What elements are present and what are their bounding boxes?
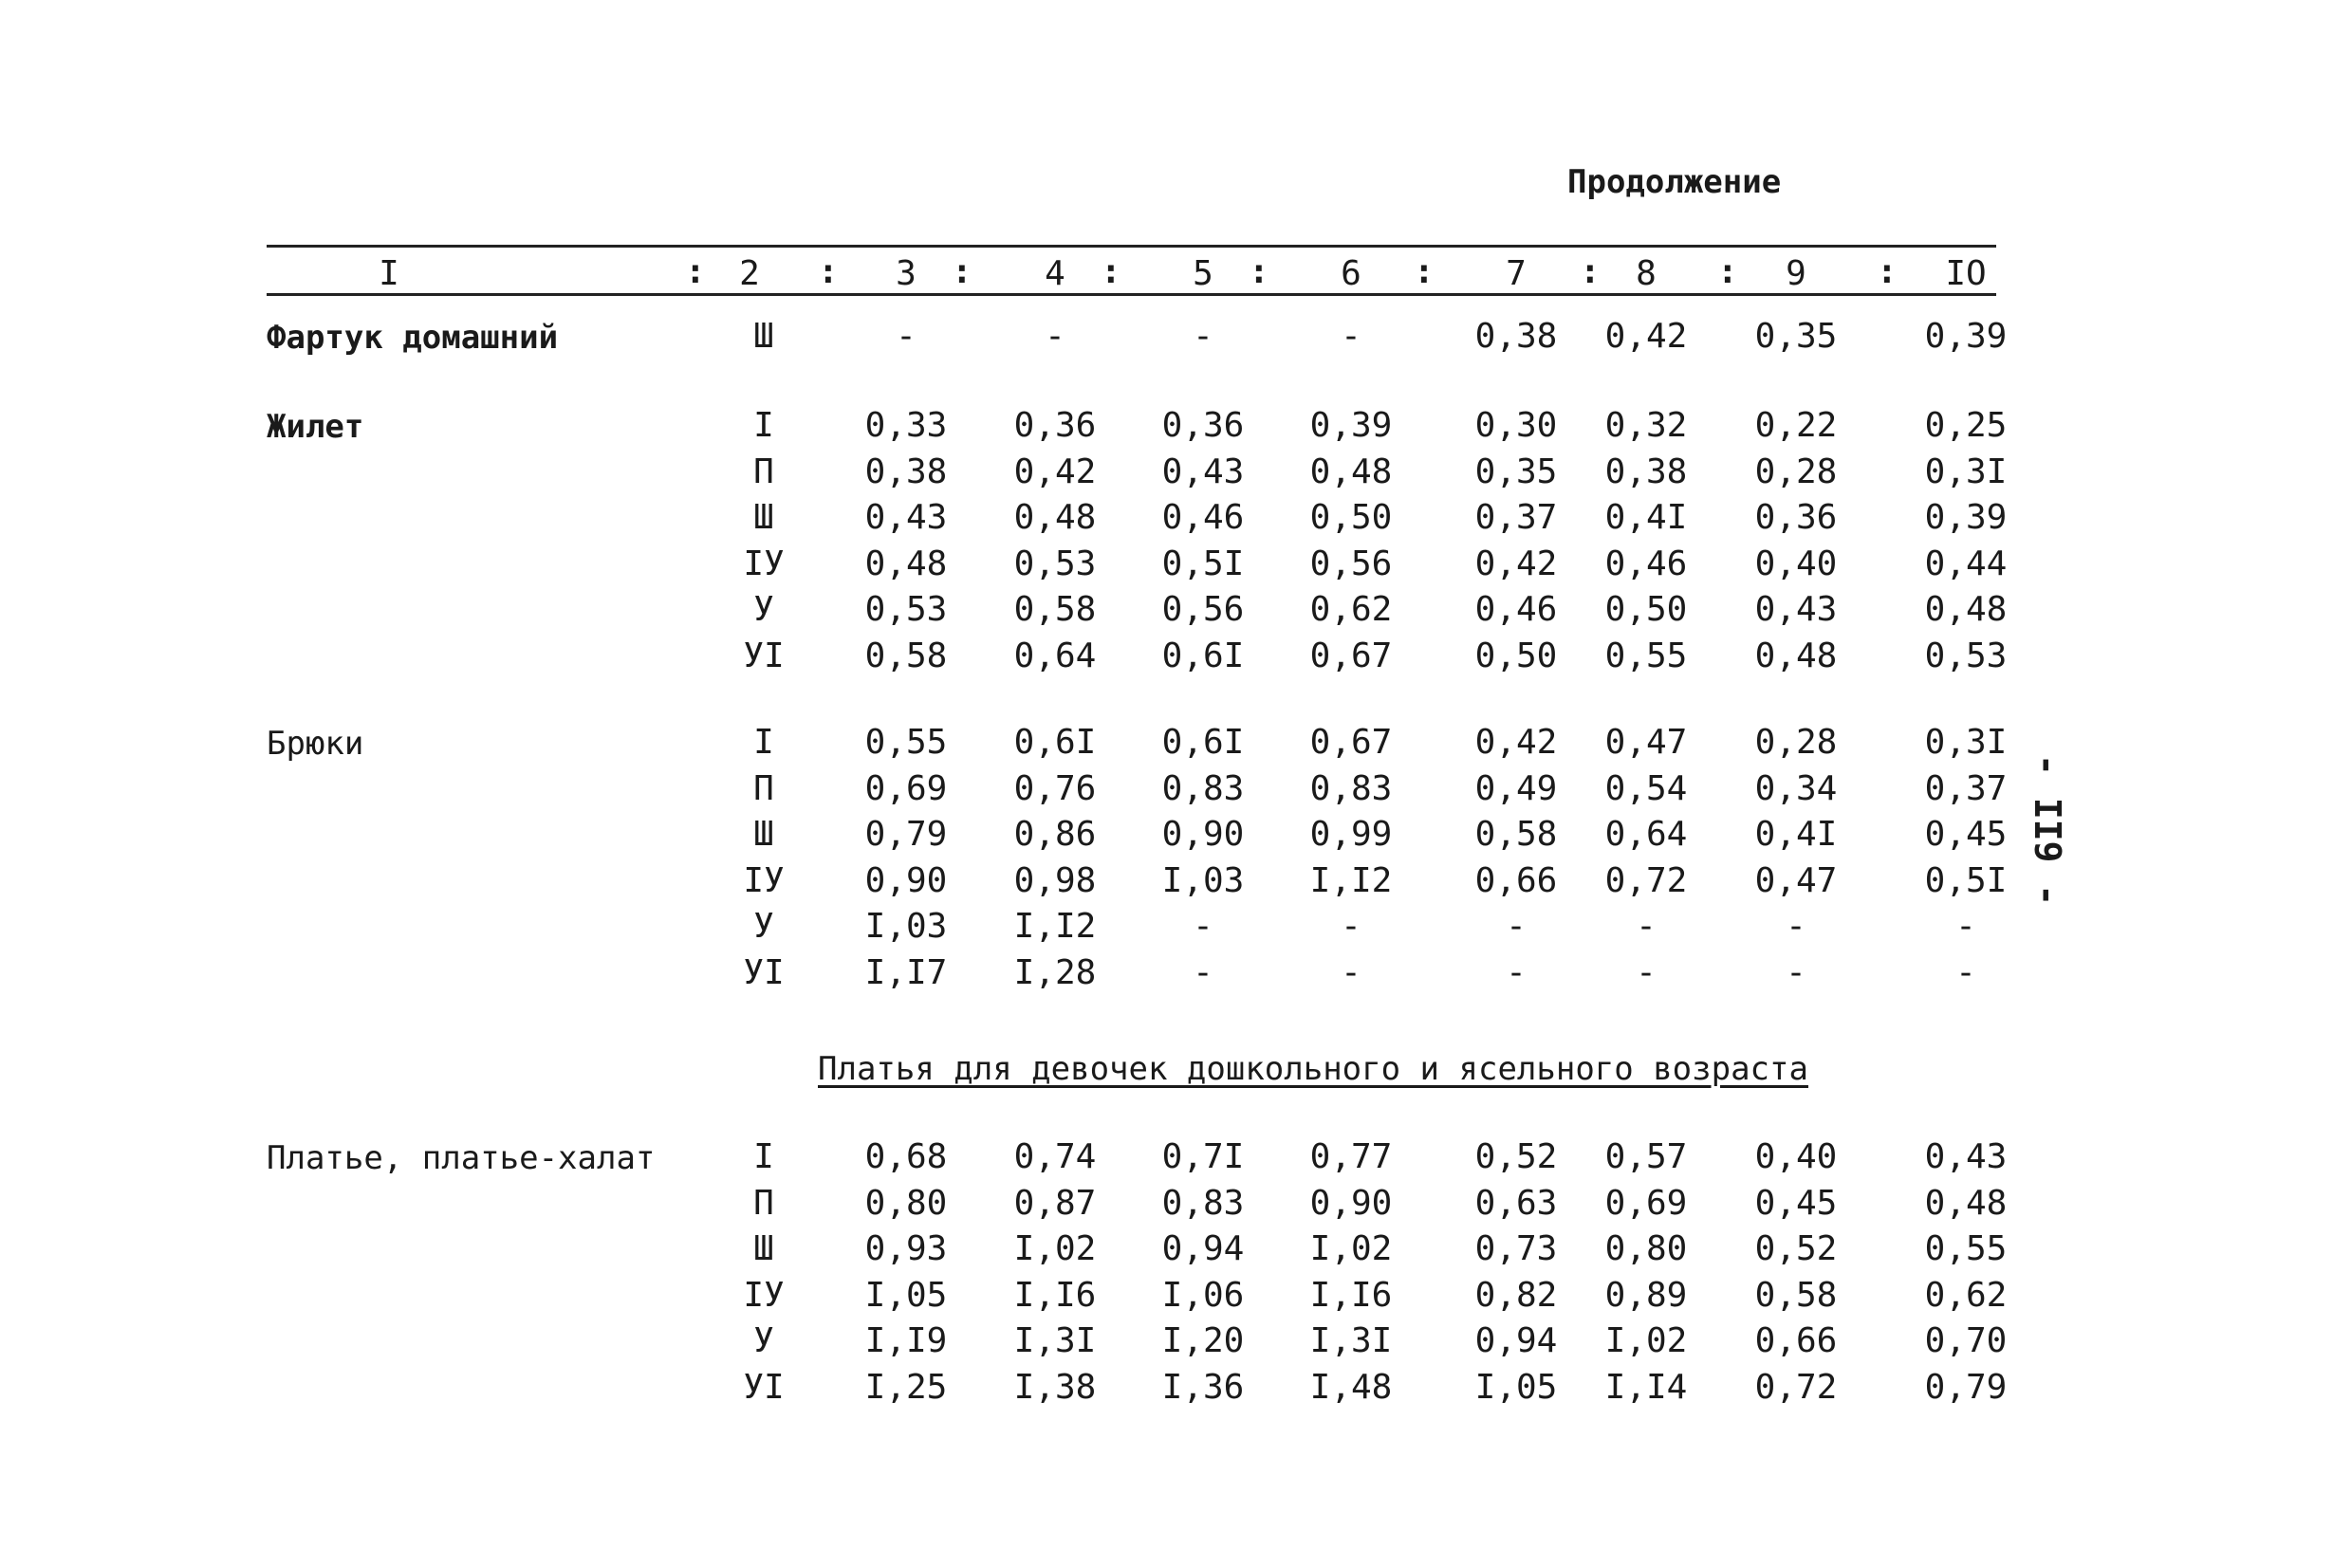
value-cell: - — [1506, 907, 1527, 946]
value-cell: 0,38 — [1604, 452, 1688, 491]
item-name: Платье, платье-халат — [267, 1139, 656, 1177]
value-cell: 0,83 — [1161, 768, 1245, 808]
value-cell: 0,77 — [1309, 1137, 1393, 1176]
value-cell: 0,48 — [864, 544, 948, 583]
value-cell: I,I4 — [1604, 1367, 1688, 1407]
value-cell: 0,64 — [1013, 636, 1097, 675]
value-cell: 0,82 — [1474, 1275, 1558, 1315]
size-group-cell: У — [753, 907, 774, 946]
value-cell: I,I2 — [1013, 907, 1097, 946]
value-cell: I,I6 — [1309, 1275, 1393, 1315]
value-cell: 0,53 — [1924, 636, 2008, 675]
value-cell: - — [1341, 907, 1361, 946]
value-cell: 0,39 — [1924, 498, 2008, 537]
value-cell: 0,5I — [1161, 544, 1245, 583]
value-cell: - — [896, 317, 917, 356]
value-cell: 0,70 — [1924, 1321, 2008, 1360]
size-group-cell: Ш — [753, 317, 774, 356]
value-cell: 0,64 — [1604, 815, 1688, 854]
table-row — [0, 638, 2352, 684]
value-cell: 0,67 — [1309, 723, 1393, 762]
value-cell: I,48 — [1309, 1367, 1393, 1407]
column-separator: : — [1101, 252, 1121, 291]
value-cell: I,3I — [1013, 1321, 1097, 1360]
table-row — [0, 860, 2352, 909]
value-cell: 0,94 — [1161, 1229, 1245, 1268]
size-group-cell: УI — [743, 1367, 785, 1407]
value-cell: 0,55 — [1604, 636, 1688, 675]
value-cell: 0,98 — [1013, 860, 1097, 900]
column-header-1: I — [379, 254, 399, 293]
value-cell: 0,66 — [1754, 1321, 1838, 1360]
value-cell: 0,79 — [1924, 1367, 2008, 1407]
column-header-10: IO — [1945, 254, 1987, 293]
value-cell: 0,74 — [1013, 1137, 1097, 1176]
header-top-rule — [267, 245, 1996, 248]
table-row — [0, 592, 2352, 637]
column-separator: : — [952, 252, 972, 291]
value-cell: 0,39 — [1309, 406, 1393, 445]
value-cell: - — [1636, 952, 1657, 992]
value-cell: 0,80 — [864, 1183, 948, 1223]
value-cell: 0,83 — [1161, 1183, 1245, 1223]
value-cell: I,06 — [1161, 1275, 1245, 1315]
value-cell: 0,49 — [1474, 768, 1558, 808]
size-group-cell: П — [753, 452, 774, 491]
column-separator: : — [685, 252, 706, 291]
value-cell: 0,66 — [1474, 860, 1558, 900]
page-number: - II9 - — [2027, 754, 2068, 907]
size-group-cell: I — [753, 406, 774, 445]
value-cell: - — [1045, 317, 1065, 356]
value-cell: - — [1341, 952, 1361, 992]
column-header-2: 2 — [739, 254, 760, 293]
item-name: Фартук домашний — [267, 319, 559, 357]
value-cell: - — [1636, 907, 1657, 946]
value-cell: 0,46 — [1474, 590, 1558, 629]
value-cell: 0,7I — [1161, 1137, 1245, 1176]
value-cell: I,28 — [1013, 952, 1097, 992]
value-cell: 0,42 — [1474, 723, 1558, 762]
value-cell: 0,50 — [1604, 590, 1688, 629]
item-name: Брюки — [267, 725, 364, 763]
value-cell: 0,94 — [1474, 1321, 1558, 1360]
value-cell: 0,44 — [1924, 544, 2008, 583]
value-cell: 0,90 — [864, 860, 948, 900]
value-cell: 0,47 — [1604, 723, 1688, 762]
value-cell: 0,37 — [1924, 768, 2008, 808]
value-cell: 0,28 — [1754, 723, 1838, 762]
value-cell: 0,86 — [1013, 815, 1097, 854]
value-cell: 0,43 — [1754, 590, 1838, 629]
value-cell: 0,99 — [1309, 815, 1393, 854]
value-cell: 0,62 — [1924, 1275, 2008, 1315]
value-cell: 0,52 — [1474, 1137, 1558, 1176]
value-cell: 0,35 — [1474, 452, 1558, 491]
value-cell: 0,48 — [1924, 590, 2008, 629]
value-cell: I,03 — [1161, 860, 1245, 900]
value-cell: 0,73 — [1474, 1229, 1558, 1268]
value-cell: I,38 — [1013, 1367, 1097, 1407]
size-group-cell: УI — [743, 952, 785, 992]
table-row — [0, 500, 2352, 545]
table-row — [0, 454, 2352, 500]
value-cell: 0,38 — [864, 452, 948, 491]
value-cell: I,02 — [1013, 1229, 1097, 1268]
table-row — [0, 909, 2352, 954]
value-cell: 0,69 — [1604, 1183, 1688, 1223]
value-cell: 0,80 — [1604, 1229, 1688, 1268]
value-cell: - — [1341, 317, 1361, 356]
value-cell: - — [1786, 952, 1806, 992]
section-title: Платья для девочек дошкольного и ясельного возраста — [818, 1050, 1808, 1088]
value-cell: - — [1955, 907, 1976, 946]
value-cell: 0,69 — [864, 768, 948, 808]
table-row — [0, 725, 2352, 770]
value-cell: 0,48 — [1924, 1183, 2008, 1223]
value-cell: - — [1786, 907, 1806, 946]
value-cell: - — [1193, 317, 1213, 356]
value-cell: 0,53 — [864, 590, 948, 629]
value-cell: - — [1193, 952, 1213, 992]
value-cell: 0,62 — [1309, 590, 1393, 629]
table-row — [0, 768, 2352, 817]
table-row — [0, 408, 2352, 453]
value-cell: I,25 — [864, 1367, 948, 1407]
value-cell: 0,28 — [1754, 452, 1838, 491]
value-cell: 0,43 — [1924, 1137, 2008, 1176]
item-name: Жилет — [267, 408, 364, 446]
size-group-cell: У — [753, 1321, 774, 1360]
value-cell: I,I6 — [1013, 1275, 1097, 1315]
value-cell: 0,72 — [1604, 860, 1688, 900]
value-cell: 0,43 — [1161, 452, 1245, 491]
value-cell: I,I2 — [1309, 860, 1393, 900]
value-cell: 0,36 — [1754, 498, 1838, 537]
size-group-cell: У — [753, 590, 774, 629]
value-cell: 0,32 — [1604, 406, 1688, 445]
size-group-cell: I — [753, 723, 774, 762]
value-cell: 0,87 — [1013, 1183, 1097, 1223]
value-cell: 0,47 — [1754, 860, 1838, 900]
value-cell: 0,37 — [1474, 498, 1558, 537]
value-cell: I,3I — [1309, 1321, 1393, 1360]
column-separator: : — [1249, 252, 1269, 291]
value-cell: 0,3I — [1924, 723, 2008, 762]
value-cell: I,20 — [1161, 1321, 1245, 1360]
value-cell: 0,57 — [1604, 1137, 1688, 1176]
value-cell: 0,56 — [1161, 590, 1245, 629]
value-cell: 0,68 — [864, 1137, 948, 1176]
value-cell: 0,3I — [1924, 452, 2008, 491]
value-cell: 0,52 — [1754, 1229, 1838, 1268]
table-row — [0, 546, 2352, 592]
value-cell: 0,40 — [1754, 1137, 1838, 1176]
value-cell: - — [1506, 952, 1527, 992]
column-header-3: 3 — [896, 254, 917, 293]
value-cell: 0,33 — [864, 406, 948, 445]
value-cell: 0,38 — [1474, 317, 1558, 356]
column-header-4: 4 — [1045, 254, 1065, 293]
value-cell: 0,58 — [1754, 1275, 1838, 1315]
value-cell: - — [1193, 907, 1213, 946]
value-cell: 0,55 — [1924, 1229, 2008, 1268]
value-cell: 0,6I — [1161, 723, 1245, 762]
header-bottom-rule — [267, 293, 1996, 296]
column-separator: : — [818, 252, 839, 291]
value-cell: 0,4I — [1604, 498, 1688, 537]
table-row — [0, 1231, 2352, 1277]
value-cell: 0,39 — [1924, 317, 2008, 356]
value-cell: 0,35 — [1754, 317, 1838, 356]
table-row — [0, 1183, 2352, 1231]
value-cell: 0,72 — [1754, 1367, 1838, 1407]
value-cell: 0,43 — [864, 498, 948, 537]
value-cell: 0,50 — [1309, 498, 1393, 537]
table-row — [0, 1367, 2352, 1415]
table-row — [0, 1275, 2352, 1323]
size-group-cell: Ш — [753, 815, 774, 854]
value-cell: 0,4I — [1754, 815, 1838, 854]
value-cell: 0,63 — [1474, 1183, 1558, 1223]
value-cell: 0,90 — [1309, 1183, 1393, 1223]
value-cell: 0,22 — [1754, 406, 1838, 445]
value-cell: 0,48 — [1309, 452, 1393, 491]
value-cell: 0,30 — [1474, 406, 1558, 445]
value-cell: I,03 — [864, 907, 948, 946]
column-header-8: 8 — [1636, 254, 1657, 293]
value-cell: 0,67 — [1309, 636, 1393, 675]
value-cell: 0,46 — [1161, 498, 1245, 537]
value-cell: I,36 — [1161, 1367, 1245, 1407]
value-cell: 0,76 — [1013, 768, 1097, 808]
value-cell: 0,40 — [1754, 544, 1838, 583]
continuation-label: Продолжение — [1567, 163, 1782, 201]
value-cell: 0,79 — [864, 815, 948, 854]
value-cell: I,05 — [864, 1275, 948, 1315]
value-cell: 0,53 — [1013, 544, 1097, 583]
value-cell: 0,93 — [864, 1229, 948, 1268]
column-separator: : — [1877, 252, 1898, 291]
value-cell: 0,55 — [864, 723, 948, 762]
value-cell: I,I9 — [864, 1321, 948, 1360]
value-cell: 0,42 — [1013, 452, 1097, 491]
table-row — [0, 817, 2352, 862]
value-cell: 0,6I — [1161, 636, 1245, 675]
value-cell: 0,90 — [1161, 815, 1245, 854]
value-cell: 0,46 — [1604, 544, 1688, 583]
value-cell: I,02 — [1309, 1229, 1393, 1268]
value-cell: 0,42 — [1474, 544, 1558, 583]
value-cell: 0,56 — [1309, 544, 1393, 583]
table-row — [0, 1139, 2352, 1185]
value-cell: 0,36 — [1013, 406, 1097, 445]
value-cell: 0,36 — [1161, 406, 1245, 445]
table-row — [0, 319, 2352, 364]
size-group-cell: IУ — [743, 1275, 785, 1315]
size-group-cell: IУ — [743, 860, 785, 900]
value-cell: 0,48 — [1754, 636, 1838, 675]
value-cell: 0,58 — [1474, 815, 1558, 854]
size-group-cell: УI — [743, 636, 785, 675]
value-cell: 0,45 — [1924, 815, 2008, 854]
value-cell: I,I7 — [864, 952, 948, 992]
table-row — [0, 1323, 2352, 1369]
value-cell: 0,54 — [1604, 768, 1688, 808]
value-cell: 0,25 — [1924, 406, 2008, 445]
value-cell: I,02 — [1604, 1321, 1688, 1360]
column-header-6: 6 — [1341, 254, 1361, 293]
value-cell: 0,42 — [1604, 317, 1688, 356]
value-cell: 0,5I — [1924, 860, 2008, 900]
column-separator: : — [1580, 252, 1601, 291]
column-header-7: 7 — [1506, 254, 1527, 293]
value-cell: 0,58 — [1013, 590, 1097, 629]
value-cell: 0,48 — [1013, 498, 1097, 537]
value-cell: - — [1955, 952, 1976, 992]
value-cell: 0,83 — [1309, 768, 1393, 808]
size-group-cell: П — [753, 768, 774, 808]
value-cell: 0,89 — [1604, 1275, 1688, 1315]
value-cell: 0,34 — [1754, 768, 1838, 808]
size-group-cell: Ш — [753, 498, 774, 537]
size-group-cell: I — [753, 1137, 774, 1176]
value-cell: I,05 — [1474, 1367, 1558, 1407]
size-group-cell: IУ — [743, 544, 785, 583]
column-separator: : — [1414, 252, 1435, 291]
value-cell: 0,50 — [1474, 636, 1558, 675]
table-row — [0, 952, 2352, 1001]
size-group-cell: П — [753, 1183, 774, 1223]
column-header-9: 9 — [1786, 254, 1806, 293]
size-group-cell: Ш — [753, 1229, 774, 1268]
value-cell: 0,45 — [1754, 1183, 1838, 1223]
value-cell: 0,58 — [864, 636, 948, 675]
column-header-5: 5 — [1193, 254, 1213, 293]
value-cell: 0,6I — [1013, 723, 1097, 762]
column-separator: : — [1717, 252, 1738, 291]
